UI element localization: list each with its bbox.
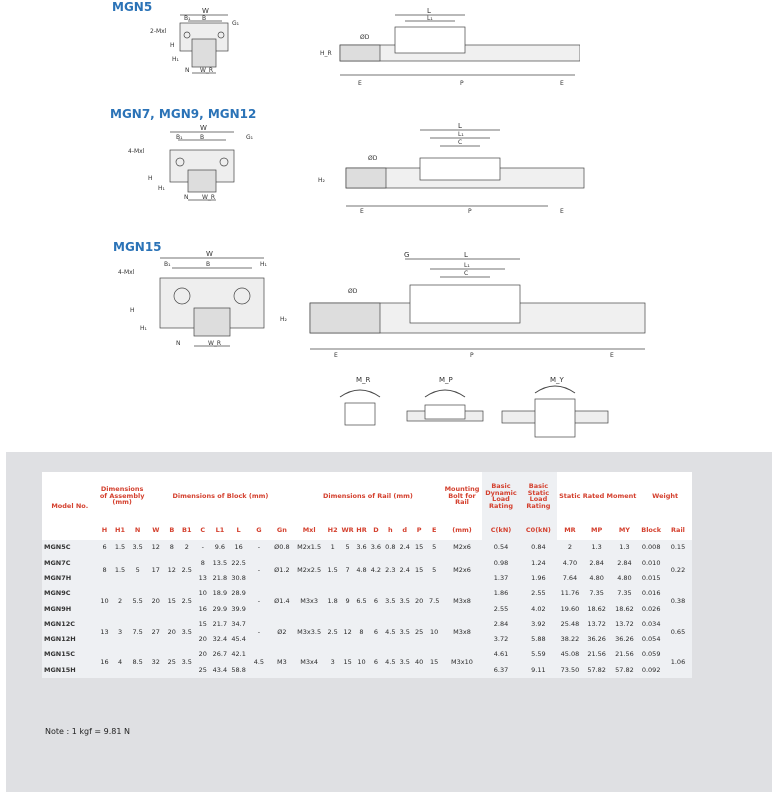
- svg-text:M_P: M_P: [439, 376, 453, 384]
- svg-text:B₁: B₁: [176, 134, 183, 141]
- svg-text:E: E: [360, 208, 364, 214]
- svg-text:H: H: [170, 42, 175, 49]
- svg-text:W: W: [206, 250, 213, 258]
- table-row: MGN9H 16 29.9 39.9 2.55 4.02 19.60 18.62 18.62 0.026: [42, 601, 692, 616]
- svg-text:B: B: [206, 261, 211, 268]
- svg-text:P: P: [468, 208, 472, 214]
- header-model: Model No.: [42, 472, 98, 540]
- svg-text:L₁: L₁: [427, 15, 433, 22]
- svg-text:L: L: [464, 251, 468, 259]
- svg-text:G₁: G₁: [246, 134, 254, 141]
- svg-text:L: L: [427, 7, 431, 15]
- svg-text:W: W: [202, 7, 209, 15]
- svg-text:G: G: [404, 251, 410, 259]
- svg-text:E: E: [334, 352, 338, 359]
- svg-text:L₁: L₁: [464, 262, 470, 269]
- svg-text:B₁: B₁: [184, 15, 191, 22]
- svg-text:B: B: [202, 15, 207, 22]
- mgn15-cross-section-drawing: [110, 250, 280, 355]
- header-bolt: Mounting Bolt for Rail: [442, 472, 483, 520]
- svg-text:W: W: [200, 124, 207, 132]
- table-row: MGN9C 10 2 5.5 20 15 2.5 10 18.9 28.9 - Ø1.4 M3x3 1.8 9 6.5 6 3.5 3.5 20 7.5 M3x8 1.86 2.55 11.76 7.35 7.35 0.016 0.38: [42, 586, 692, 601]
- moment-mp-icon: [405, 375, 485, 435]
- header-assembly: Dimensions of Assembly (mm): [98, 472, 147, 520]
- section-title-mgn5: MGN5: [112, 0, 153, 14]
- svg-text:E: E: [560, 80, 564, 85]
- table-row: MGN12H 20 32.4 45.4 3.72 5.88 38.22 36.26 36.26 0.054: [42, 632, 692, 647]
- svg-text:B₁: B₁: [164, 261, 171, 268]
- mgn5-side-view-drawing: [320, 5, 580, 85]
- section-title-mgn15: MGN15: [113, 240, 162, 254]
- svg-text:H: H: [148, 175, 153, 182]
- svg-text:H₁: H₁: [172, 56, 179, 63]
- svg-text:P: P: [470, 352, 474, 359]
- svg-text:4-Mxl: 4-Mxl: [128, 148, 145, 155]
- table-header-row-1: [42, 472, 692, 520]
- svg-text:N: N: [184, 194, 189, 201]
- table-header-row-2: H H1 N W B B1 C L1 L G Gn Mxl H2 WR HR D h d P E (mm) C(kN) C0(kN) MR MP MY Block Rail: [42, 520, 692, 540]
- svg-text:L₁: L₁: [458, 131, 464, 138]
- svg-text:H₂: H₂: [318, 177, 325, 184]
- moment-my-icon: [500, 375, 610, 440]
- svg-text:E: E: [610, 352, 614, 359]
- svg-text:H₁: H₁: [260, 261, 267, 268]
- svg-text:H₁: H₁: [158, 185, 165, 192]
- table-note: Note : 1 kgf = 9.81 N: [45, 727, 131, 736]
- mgn7-cross-section-drawing: [128, 120, 268, 205]
- svg-text:H₂: H₂: [280, 316, 287, 323]
- header-block: Dimensions of Block (mm): [147, 472, 294, 520]
- header-weight: Weight: [638, 472, 692, 520]
- svg-text:E: E: [358, 80, 362, 85]
- table-row: MGN12C 13 3 7.5 27 20 3.5 15 21.7 34.7 - Ø2 M3x3.5 2.5 12 8 6 4.5 3.5 25 10 M3x8 2.84 3.92 25.48 13.72 13.72 0.034 0.65: [42, 616, 692, 631]
- header-rail: Dimensions of Rail (mm): [294, 472, 442, 520]
- svg-text:W_R: W_R: [208, 340, 222, 347]
- svg-text:ØD: ØD: [348, 288, 358, 295]
- mgn15-side-view-drawing: [280, 245, 650, 360]
- svg-text:C: C: [464, 270, 469, 277]
- svg-text:N: N: [185, 67, 190, 74]
- header-dynamic: Basic Dynamic Load Rating: [482, 472, 519, 520]
- table-row: MGN15C 16 4 8.5 32 25 3.5 20 26.7 42.1 4.5 M3 M3x4 3 15 10 6 4.5 3.5 40 15 M3x10 4.61 5.59 45.08 21.56 21.56 0.059 1.06: [42, 647, 692, 662]
- svg-text:4-Mxl: 4-Mxl: [118, 269, 135, 276]
- moment-mr-icon: [330, 375, 390, 435]
- header-static: Basic Static Load Rating: [520, 472, 557, 520]
- svg-text:M_Y: M_Y: [550, 376, 564, 384]
- svg-text:C: C: [458, 139, 463, 146]
- svg-text:ØD: ØD: [368, 155, 378, 162]
- svg-text:G₁: G₁: [232, 20, 240, 27]
- table-row: MGN15H 25 43.4 58.8 6.37 9.11 73.50 57.82 57.82 0.092: [42, 662, 692, 677]
- svg-text:W_R: W_R: [200, 67, 214, 74]
- svg-text:N: N: [176, 340, 181, 347]
- svg-text:M_R: M_R: [356, 376, 371, 384]
- table-row: MGN5C 6 1.5 3.5 12 8 2 - 9.6 16 - Ø0.8 M2x1.5 1 5 3.6 3.6 0.8 2.4 15 5 M2x6 0.54 0.84 2 1.3 1.3 0.008 0.15: [42, 540, 692, 555]
- svg-text:L: L: [458, 122, 462, 130]
- spec-table: [42, 472, 692, 678]
- svg-text:B: B: [200, 134, 205, 141]
- svg-text:W_R: W_R: [202, 194, 216, 201]
- svg-text:H₁: H₁: [140, 325, 147, 332]
- svg-text:2-Mxl: 2-Mxl: [150, 28, 167, 35]
- header-moment: Static Rated Moment: [557, 472, 638, 520]
- table-row: MGN7C 8 1.5 5 17 12 2.5 8 13.5 22.5 - Ø1.2 M2x2.5 1.5 7 4.8 4.2 2.3 2.4 15 5 M2x6 0.98 1.24 4.70 2.84 2.84 0.010 0.22: [42, 555, 692, 570]
- mgn7-side-view-drawing: [318, 122, 588, 214]
- svg-text:E: E: [560, 208, 564, 214]
- svg-text:H_R: H_R: [320, 50, 332, 57]
- svg-text:ØD: ØD: [360, 34, 370, 41]
- svg-text:H: H: [130, 307, 135, 314]
- section-title-mgn7: MGN7, MGN9, MGN12: [110, 107, 257, 121]
- mgn5-cross-section-drawing: [150, 5, 260, 80]
- svg-text:P: P: [460, 80, 464, 85]
- table-row: MGN7H 13 21.8 30.8 1.37 1.96 7.64 4.80 4.80 0.015: [42, 571, 692, 586]
